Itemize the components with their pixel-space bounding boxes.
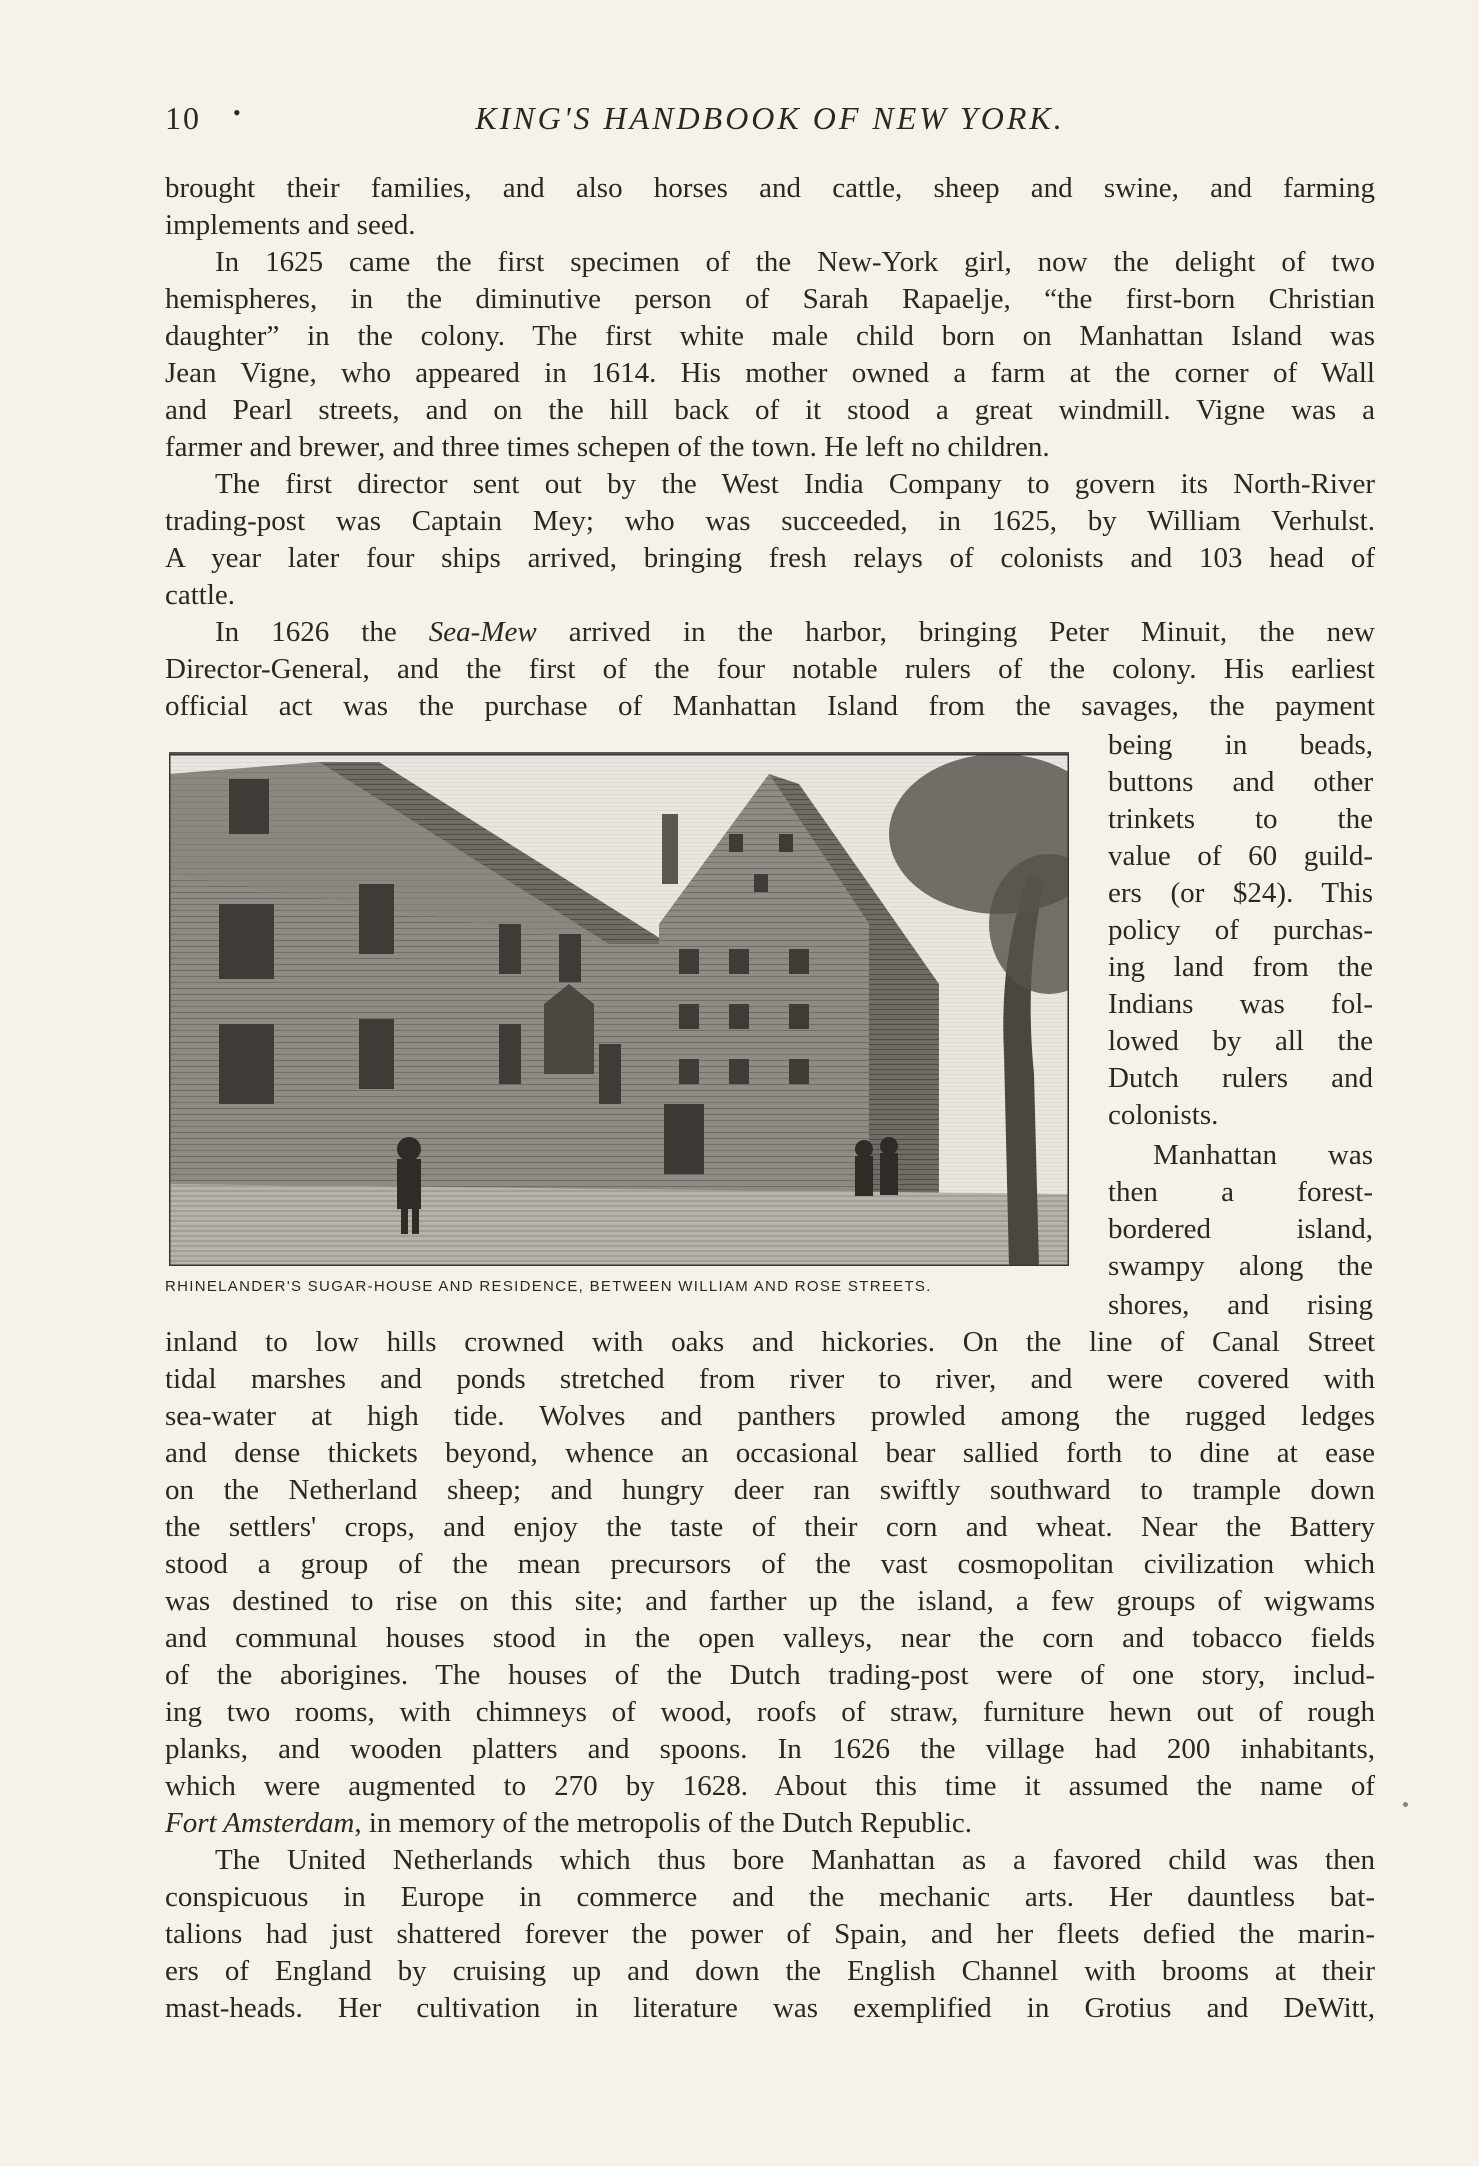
ship-name-italic: Sea-Mew <box>428 616 537 648</box>
text-line: which were augmented to 270 by 1628. About this time it assumed the name of <box>165 1770 1375 1802</box>
text-line: The first director sent out by the West India Company to govern its North-River <box>215 468 1375 500</box>
text-line: conspicuous in Europe in commerce and the mechanic arts. Her dauntless bat- <box>165 1881 1375 1913</box>
figure-caption: RHINELANDER'S SUGAR-HOUSE AND RESIDENCE, BETWEEN WILLIAM AND ROSE STREETS. <box>165 1278 932 1295</box>
text-line: talions had just shattered forever the power of Spain, and her fleets defied the marin- <box>165 1918 1375 1950</box>
text-run: , in memory of the metropolis of the Dutch Republic. <box>354 1807 973 1839</box>
text-line: official act was the purchase of Manhattan Island from the savages, the payment <box>165 690 1375 722</box>
text-line: planks, and wooden platters and spoons. In 1626 the village had 200 inhabitants, <box>165 1733 1375 1765</box>
text-line: was destined to rise on this site; and farther up the island, a few groups of wigwams <box>165 1585 1375 1617</box>
text-line: cattle. <box>165 579 236 611</box>
text-line: The United Netherlands which thus bore Manhattan as a favored child was then <box>215 1844 1375 1876</box>
side-text-line: colonists. <box>1108 1099 1219 1131</box>
side-text-line: trinkets to the <box>1108 803 1373 835</box>
text-line: daughter” in the colony. The first white male child born on Manhattan Island was <box>165 320 1375 352</box>
side-text-line: shores, and rising <box>1108 1289 1373 1321</box>
side-text-line: policy of purchas- <box>1108 914 1373 946</box>
text-line: mast-heads. Her cultivation in literature was exemplified in Grotius and DeWitt, <box>165 1992 1375 2024</box>
text-line: farmer and brewer, and three times schepen of the town. He left no children. <box>165 431 1050 463</box>
paper-speck <box>1403 1802 1408 1807</box>
text-line: sea-water at high tide. Wolves and panthers prowled among the rugged ledges <box>165 1400 1375 1432</box>
text-line: Jean Vigne, who appeared in 1614. His mother owned a farm at the corner of Wall <box>165 357 1375 389</box>
text-line: In 1625 came the first specimen of the New-York girl, now the delight of two <box>215 246 1375 278</box>
sugar-house-engraving <box>169 754 1069 1266</box>
side-text-line: then a forest- <box>1108 1176 1373 1208</box>
text-line: the settlers' crops, and enjoy the taste of their corn and wheat. Near the Battery <box>165 1511 1375 1543</box>
text-line <box>165 1805 1375 1842</box>
text-line: implements and seed. <box>165 209 416 241</box>
text-line: and dense thickets beyond, whence an occasional bear sallied forth to dine at ease <box>165 1437 1375 1469</box>
text-line: ers of England by cruising up and down the English Channel with brooms at their <box>165 1955 1375 1987</box>
side-text-line: value of 60 guild- <box>1108 840 1373 872</box>
text-line: stood a group of the mean precursors of the vast cosmopolitan civilization which <box>165 1548 1375 1580</box>
text-line: brought their families, and also horses and cattle, sheep and swine, and farming <box>165 172 1375 204</box>
side-text-line: Indians was fol- <box>1108 988 1373 1020</box>
page-header <box>165 100 1375 150</box>
page-number: 10 <box>165 100 201 136</box>
running-title: KING'S HANDBOOK OF NEW YORK. <box>475 100 1065 136</box>
text-line: of the aborigines. The houses of the Dutch trading-post were of one story, includ- <box>165 1659 1375 1691</box>
text-line: ing two rooms, with chimneys of wood, roofs of straw, furniture hewn out of rough <box>165 1696 1375 1728</box>
side-text-line: ers (or $24). This <box>1108 877 1373 909</box>
text-run: In 1626 the <box>215 616 429 648</box>
text-line: and Pearl streets, and on the hill back of it stood a great windmill. Vigne was a <box>165 394 1375 426</box>
text-run: arrived in the harbor, bringing Peter Minuit, the new <box>536 616 1375 648</box>
text-line: inland to low hills crowned with oaks and hickories. On the line of Canal Street <box>165 1326 1375 1358</box>
text-line: on the Netherland sheep; and hungry deer ran swiftly southward to trample down <box>165 1474 1375 1506</box>
side-text-line: being in beads, <box>1108 729 1373 761</box>
text-line: tidal marshes and ponds stretched from river to river, and were covered with <box>165 1363 1375 1395</box>
text-line: and communal houses stood in the open valleys, near the corn and tobacco fields <box>165 1622 1375 1654</box>
text-line: hemispheres, in the diminutive person of Sarah Rapaelje, “the first-born Christian <box>165 283 1375 315</box>
header-ornament-dot: • <box>233 100 241 125</box>
text-line: Director-General, and the first of the four notable rulers of the colony. His earliest <box>165 653 1375 685</box>
side-text-line: swampy along the <box>1108 1250 1373 1282</box>
side-text-line: Dutch rulers and <box>1108 1062 1373 1094</box>
side-text-line: lowed by all the <box>1108 1025 1373 1057</box>
text-line: A year later four ships arrived, bringing fresh relays of colonists and 103 head of <box>165 542 1375 574</box>
side-text-line: bordered island, <box>1108 1213 1373 1245</box>
engraving-figure <box>169 752 1069 1266</box>
side-text-line: Manhattan was <box>1153 1139 1373 1171</box>
text-line: trading-post was Captain Mey; who was succeeded, in 1625, by William Verhulst. <box>165 505 1375 537</box>
side-text-line: buttons and other <box>1108 766 1373 798</box>
place-name-italic: Fort Amsterdam <box>165 1807 355 1839</box>
side-text-line: ing land from the <box>1108 951 1373 983</box>
text-line <box>165 614 1375 651</box>
